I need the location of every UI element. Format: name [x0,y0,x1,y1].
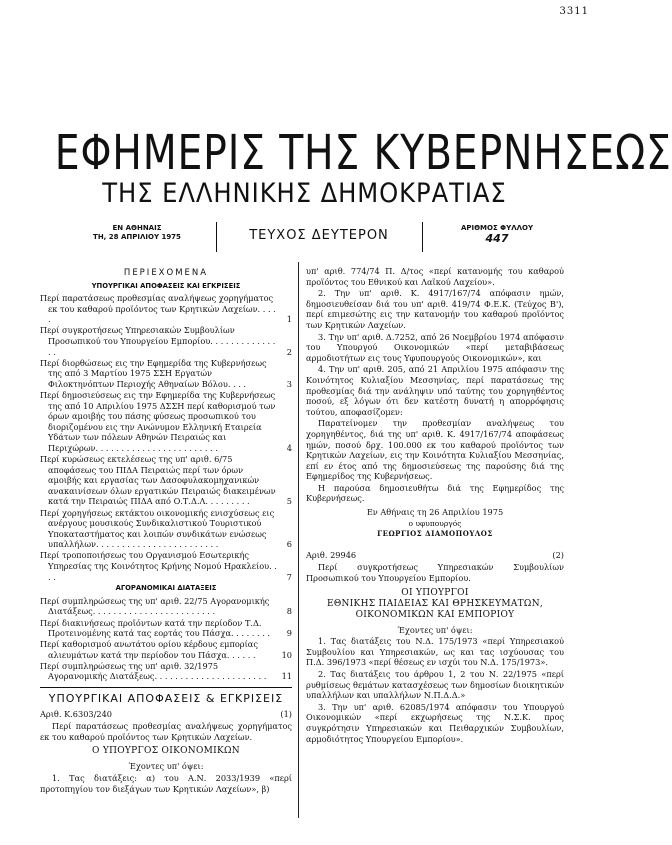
toc-item: Περί κυρώσεως εκτελέσεως της υπ' αριθ. 6/75 αποφάσεως του ΠΙΔΑ Πειραιώς περί των όρων αμοιβής και εργασίας των Δασοφυλακομηχανικών ανακαινίσεων όλων εργατικών Πειραιώς διακειμένων κατά την Πειραιώς ΠΙΔΑ από Ο.Τ.Δ.Λ. . . . . . . . . 5 [40,454,292,507]
gazette-subtitle: ΤΗΣ ΕΛΛΗΝΙΚΗΣ ΔΗΜΟΚΡΑΤΙΑΣ [102,178,507,209]
column-divider [298,262,299,818]
decision-subject: Περί συγκροτήσεως Υπηρεσιακών Συμβουλίων Προσωπικού του Υπουργείου Εμπορίου. [306,562,564,584]
toc-item: Περί δημοσιεύσεως εις την Εφημερίδα της Κυβερνήσεως της από 10 Απριλίου 1975 ΔΣΣΗ περί καθορισμού των όρων αμοιβής του πάσης φύσεως προσωπικού του διοριζομένου εις την Ανώνυμον Ελληνική Εταιρεία Υδάτων των πόλεων Αθηνών Πειραιώς και Περιχώρων. . . . . . . . . . . . . . . . . . . . . . . . 4 [40,390,292,453]
gazette-title: ΕΦΗΜΕΡΙΣ ΤΗΣ ΚΥΒΕΡΝΗΣΕΩΣ [54,125,672,181]
body-paragraph: 1. Τας διατάξεις του Ν.Δ. 175/1973 «περί Υπηρεσιακού Συμβουλίου και Υπηρεσιακών, ως και τας ισχύουσας του Π.Δ. 396/1973 «περί θέσεως εν ισχύι του Ν.Δ. 175/1973». [306,636,564,668]
issuing-authority: Ο ΥΠΟΥΡΓΟΣ ΟΙΚΟΝΟΜΙΚΩΝ [92,746,240,757]
body-paragraph: 2. Την υπ' αριθ. Κ. 4917/167/74 απόφασιν ημών, δημοσιευθείσαν διά του υπ' αριθ. 419/74 Φ.Ε.Κ. (Τεύχος Β'), περί επιμεσώτης εις την κατανομήν του καθαρού προϊόντος των Κρητικών Λαχείων. [306,288,564,330]
page-number: 3311 [559,6,589,17]
right-column [306,266,564,745]
body-paragraph: 4. Την υπ' αριθ. 205, από 21 Απριλίου 1975 απόφασιν της Κοινότητος Κυλιαξίου Μεσσηνίας, περί παρατάσεως της προθεσμίας διά την ανάληψιν υπό ταύτης του χορηγηθέντος ποσού, εξ λόγων ότι δεν κατέστη δυνατή η απορρόφησις τούτου, αποφασίζομεν: [306,364,564,417]
issue-label: ΤΕΥΧΟΣ ΔΕΥΤΕΡΟΝ [249,228,389,243]
toc-item: Περί τροποποιήσεως του Οργανισμού Εσωτερικής Υπηρεσίας της Κοινότητος Κρήνης Νομού Ηρακλείου. . . . 7 [40,550,292,582]
decision-reference [306,550,564,561]
issuing-authority [306,588,564,621]
toc-item: Περί διορθώσεως εις την Εφημερίδα της Κυβερνήσεως της από 3 Μαρτίου 1975 ΣΣΗ Εργατών Φιλοκτηνόπτων Περιοχής Αθηναίων Βόλου. . . . 3 [40,357,292,389]
signer-role: ο υφυπουργός [408,518,462,528]
authority-line: ΕΘΝΙΚΗΣ ΠΑΙΔΕΙΑΣ ΚΑΙ ΘΡΗΣΚΕΥΜΑΤΩΝ, [326,598,544,609]
decision-reference [40,709,292,720]
body-paragraph: Η παρούσα δημοσιευθήτω διά της Εφημερίδος της Κυβερνήσεως. [306,482,564,504]
sheet-label: ΑΡΙΘΜΟΣ ΦΥΛΛΟΥ [460,224,534,232]
decision-number: Αριθ. Κ.6303/240 [40,708,113,719]
sheet-block [426,224,568,243]
authority-line: ΟΙ ΥΠΟΥΡΓΟΙ [401,587,469,598]
section-rule [40,687,292,688]
issue-date: ΤΗ, 28 ΑΠΡΙΛΙΟΥ 1975 [93,233,181,241]
left-column [40,266,292,795]
toc-item: Περί διακινήσεως προϊόντων κατά την περίοδον Τ.Δ. Προτεινομένης κατά τας εορτάς του Πάσχα. . . . . . . . 9 [40,617,292,639]
sheet-number: 447 [485,232,509,245]
place-date: Εν Αθήναις τη 26 Απριλίου 1975 [366,507,504,518]
decision-subject: Περί παρατάσεως προθεσμίας αναλήψεως χορηγήματος εκ του καθαρού προϊόντος των Κρητικών Λαχείων. [40,721,292,742]
issue-info-bar [44,222,568,256]
section-heading: ΥΠΟΥΡΓΙΚΑΙ ΑΠΟΦΑΣΕΙΣ & ΕΓΚΡΙΣΕΙΣ [48,692,284,706]
decision-index: (2) [552,549,564,560]
toc-item: Περί χορηγήσεως εκτάκτου οικονομικής ενισχύσεως εις ανέργους μουσικούς Συνδικαλιστικού Τουριστικού Υποκαταστήματος και λοιπών συνδικάτων ενώσεως υπαλλήλων. . . . . . . . . . . . . . . . . . . . . . . . 6 [40,507,292,550]
issue-date-block [72,224,202,242]
decision-index: (1) [280,708,292,719]
body-paragraph: 3. Την υπ' αριθ. Δ.7252, από 26 Νοεμβρίου 1974 απόφασιν του Υπουργού Οικονομικών «περί μεταβιβάσεως αρμοδιοτήτων εις τους Υφυπουργούς Οικονομικών», και [306,331,564,363]
body-paragraph: 1. Τας διατάξεις: α) του Α.Ν. 2033/1939 «περί προτοπηγίου τον διεξάγων των Κρητικών Λαχείων», β) [40,773,292,794]
toc-section-ministerial: ΥΠΟΥΡΓΙΚΑΙ ΑΠΟΦΑΣΕΙΣ ΚΑΙ ΕΓΚΡΙΣΕΙΣ [91,281,241,290]
body-paragraph: 2. Τας διατάξεις του άρθρου 1, 2 του Ν. 22/1975 «περί ρυθμίσεως θεμάτων κατασχέσεως των δημοσίων διοικητικών υπαλλήλων και υπαλλήλων Ν.Π.Δ.Δ.» [306,669,564,701]
divider [422,222,423,252]
body-paragraph: υπ' αριθ. 774/74 Π. Δ/τος «περί κατανομής του καθαρού προϊόντος του Εθνικού και Λαϊκού Λαχείου». [306,266,564,287]
body-paragraph: 3. Την υπ' αριθ. 62085/1974 απόφασιν του Υπουργού Οικονομικών «περί εκχωρήσεως της Ν.Σ.Κ. προς συγκρότησιν Υπηρεσιακών και Πειθαρχικών Συμβουλίων, αρμοδιότητος Υπουργείου Εμπορίου». [306,701,564,744]
toc-item: Περί συμπληρώσεως της υπ' αριθ. 32/1975 Αγορανομικής Διατάξεως. . . . . . . . . . . . . . . . . . . . . . 11 [40,660,292,682]
divider [216,222,217,252]
toc-item: Περί καθορισμού ανωτάτου ορίου κέρδους εμπορίας αλιευμάτων κατά την περίοδον του Πάσχα. . . . . . 10 [40,639,292,660]
signer-name: ΓΕΩΡΓΙΟΣ ΔΙΑΜΟΠΟΥΛΟΣ [377,529,493,539]
toc-item: Περί συμπληρώσεως της υπ' αριθ. 22/75 Αγορανομικής Διατάξεως. . . . . . . . . . . . . . . . . . . . . . . . 8 [40,595,292,617]
issue-place: ΕΝ ΑΘΗΝΑΙΣ [112,224,162,232]
toc-heading: ΠΕΡΙΕΧΟΜΕΝΑ [123,268,209,278]
masthead [0,125,672,210]
toc-item: Περί συγκροτήσεως Υπηρεσιακών Συμβουλίων Προσωπικού του Υπουργείου Εμπορίου. . . . . . . . . . . . . . . 2 [40,325,292,357]
having-regard: Έχοντες υπ' όψει: [397,624,473,635]
toc-item: Περί παρατάσεως προθεσμίας αναλήψεως χορηγήματος εκ του καθαρού προϊόντος των Κρητικών Λαχείων. . . . . 1 [40,293,292,325]
having-regard: Έχοντες υπ' όψει: [128,761,204,772]
body-paragraph: Παρατείνομεν την προθεσμίαν αναλήψεως του χορηγηθέντος, διά της υπ' αριθ. Κ. 4917/167/74 αποφάσεως ημών, ποσού δρχ. 100.000 εκ του καθαρού προϊόντος των Κρητικών Λαχείων, εις την Κοινότητα Κυλιαξίου Μεσσηνίας, επί εν έτος από της δημοσιεύσεως της παρούσης διά της Εφημερίδος της Κυβερνήσεως. [306,418,564,482]
decision-number: Αριθ. 29946 [306,549,357,560]
toc-section-market: ΑΓΟΡΑΝΟΜΙΚΑΙ ΔΙΑΤΑΞΕΙΣ [115,584,217,593]
authority-line: ΟΙΚΟΝΟΜΙΚΩΝ ΚΑΙ ΕΜΠΟΡΙΟΥ [355,609,515,620]
